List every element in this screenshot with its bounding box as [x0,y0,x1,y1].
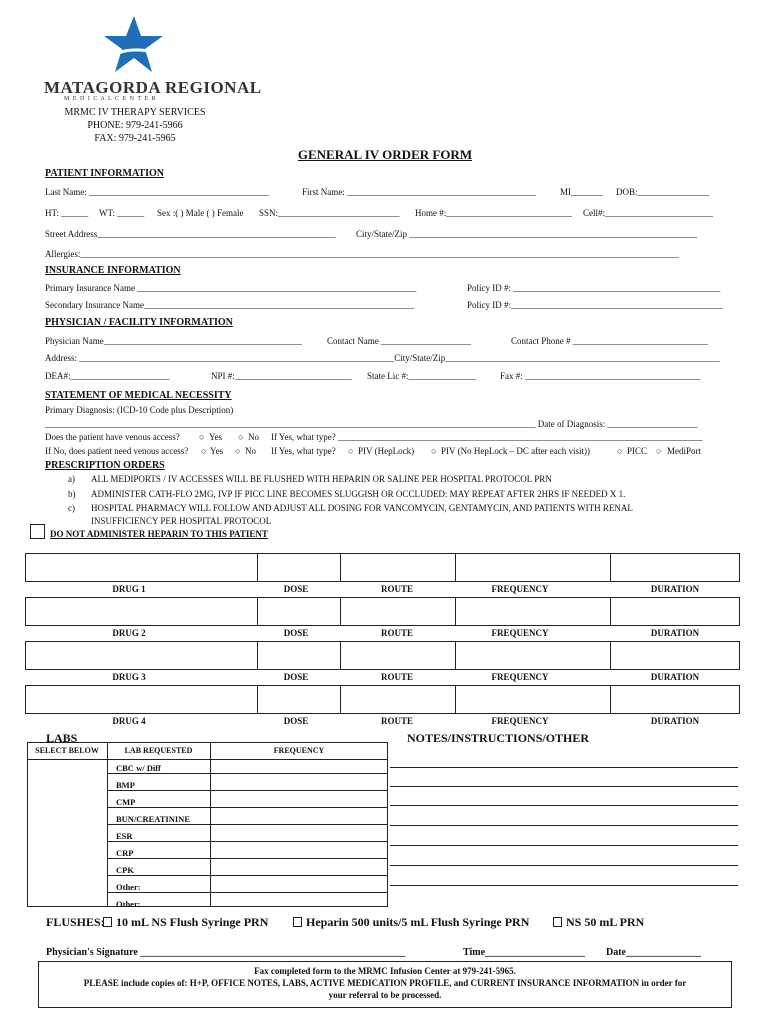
lab-requested-label: CRP [116,848,134,858]
notes-line[interactable] [390,786,738,787]
drug-column-label: DURATION [650,672,700,682]
flushes-label: FLUSHES: [46,915,105,929]
drug-cell-divider [610,553,611,582]
labs-column-header: LAB REQUESTED [124,746,193,755]
insurance-heading: INSURANCE INFORMATION [45,265,181,276]
footer-line-2: PLEASE include copies of: H+P, OFFICE NOTES, LABS, ACTIVE MEDICATION PROFILE, and CURRENT INSURANCE INFORMATION in order for [83,978,687,988]
signature-date-field[interactable]: Date_______________ [606,947,701,958]
lab-requested-label: CMP [116,797,136,807]
notes-line[interactable] [390,767,738,768]
notes-line[interactable] [390,845,738,846]
order-c-letter: c) [68,503,75,513]
labs-column-header: FREQUENCY [273,746,325,755]
drug-cell-divider [340,685,341,714]
order-a-text: ALL MEDIPORTS / IV ACCESSES WILL BE FLUSHED WITH HEPARIN OR SALINE PER HOSPITAL PROTOCOL PRN [91,474,552,484]
mediport-label: MediPort [667,446,702,456]
contact-name-field[interactable]: Contact Name ____________________ [327,336,471,346]
drug-cell-divider [610,685,611,714]
drug-column-label: DURATION [650,716,700,726]
drug-cell-divider [257,553,258,582]
patient-heading: PATIENT INFORMATION [45,168,164,179]
piv-heplock-label: PIV (HepLock) [358,446,415,456]
piv-no-heplock-radio[interactable]: ○ [431,446,437,456]
drug-cell-divider [257,685,258,714]
lab-requested-label: Other: [116,899,141,909]
lab-select-cell[interactable] [27,793,107,810]
city-state-zip-field[interactable]: City/State/Zip ________________________________________________________________ [356,229,698,239]
drug-column-label: ROUTE [380,672,413,682]
drug-column-label: DURATION [650,628,700,638]
lab-row-rule [107,824,388,825]
drug-column-label: DURATION [650,584,700,594]
ssn-field[interactable]: SSN:___________________________ [259,208,400,218]
drug-column-label: ROUTE [380,584,413,594]
physician-address-field[interactable]: Address: ______________________________________________________________________City/State/Zip_____________________________________________________________ [45,353,720,363]
flush-ns-label: 10 mL NS Flush Syringe PRN [116,915,269,929]
dob-field[interactable]: DOB:________________ [616,187,710,197]
need-type-label: If Yes, what type? [271,446,336,456]
primary-policy-field[interactable]: Policy ID #: ______________________________________________ [467,283,721,293]
weight-field[interactable]: WT: ______ [99,208,145,218]
lab-select-cell[interactable] [27,861,107,878]
no-heparin-label: DO NOT ADMINISTER HEPARIN TO THIS PATIENT [50,529,268,539]
mi-field[interactable]: MI_______ [560,187,603,197]
lab-row-rule [107,790,388,791]
flush-ns-checkbox[interactable] [103,917,112,927]
venous-no-label: No [248,432,259,442]
form-title: GENERAL IV ORDER FORM [297,147,473,162]
notes-heading: NOTES/INSTRUCTIONS/OTHER [407,731,590,745]
cell-phone-field[interactable]: Cell#:________________________ [583,208,713,218]
drug-cell-divider [340,641,341,670]
height-field[interactable]: HT: ______ [45,208,89,218]
last-name-field[interactable]: Last Name: ________________________________________ [45,187,269,197]
notes-line[interactable] [390,805,738,806]
picc-radio[interactable]: ○ [617,446,623,456]
labs-heading: LABS [46,731,78,745]
lab-select-cell[interactable] [27,810,107,827]
footer-box [38,961,732,1008]
footer-line-3: your referral to be processed. [328,990,442,1000]
piv-heplock-radio[interactable]: ○ [348,446,354,456]
drug-cell-divider [257,597,258,626]
drug-column-label: DOSE [283,584,309,594]
allergies-field[interactable]: Allergies:_____________________________________________________________________________________________________________________________________ [45,249,679,259]
venous-type-field[interactable]: If Yes, what type? _________________________________________________________________________________ [271,432,703,442]
lab-row-rule [107,875,388,876]
drug-cell-divider [340,597,341,626]
signature-time-field[interactable]: Time____________________ [463,947,586,958]
drug-column-label: DOSE [283,716,309,726]
drug-cell-divider [455,553,456,582]
drug-column-label: FREQUENCY [491,628,549,638]
drug-column-label: ROUTE [380,716,413,726]
org-name: MATAGORDA REGIONAL [44,78,262,97]
lab-requested-label: ESR [116,831,133,841]
lab-row-rule [107,892,388,893]
lab-requested-label: Other: [116,882,141,892]
venous-access-question: Does the patient have venous access? [45,432,180,442]
contact-phone-field[interactable]: Contact Phone # ______________________________ [511,336,708,346]
dea-field[interactable]: DEA#:______________________ [45,371,170,381]
drug-cell-divider [340,553,341,582]
first-name-field[interactable]: First Name: __________________________________________ [302,187,536,197]
flush-heparin-checkbox[interactable] [293,917,302,927]
lab-requested-label: CBC w/ Diff [116,763,161,773]
order-c-text: HOSPITAL PHARMACY WILL FOLLOW AND ADJUST ALL DOSING FOR VANCOMYCIN, GENTAMYCIN, AND PATIENTS WITH RENAL [91,503,633,513]
physician-signature-field[interactable]: Physician's Signature _____________________________________________________ [46,947,406,958]
state-license-field[interactable]: State Lic #:_______________ [367,371,476,381]
lab-requested-label: CPK [116,865,134,875]
drug-row-4[interactable] [25,685,740,714]
drug-cell-divider [610,641,611,670]
drug-row-1[interactable] [25,553,740,582]
drug-cell-divider [610,597,611,626]
lab-select-cell[interactable] [27,878,107,895]
drug-cell-divider [257,641,258,670]
mediport-radio[interactable]: ○ [656,446,662,456]
flush-ns50-checkbox[interactable] [553,917,562,927]
lab-select-cell[interactable] [27,895,107,912]
venous-yes-radio[interactable]: ○ [199,432,205,442]
no-heparin-checkbox[interactable] [30,524,45,539]
drug-row-3[interactable] [25,641,740,670]
service-phone: PHONE: 979-241-5966 [87,120,183,131]
picc-label: PICC [627,446,648,456]
sex-field[interactable]: Sex :( ) Male ( ) Female [157,208,244,218]
order-b-text: ADMINISTER CATH-FLO 2MG, IVP IF PICC LINE BECOMES SLUGGISH OR OCCLUDED: MAY REPEAT AFTER 2HRS IF NEEDED X 1. [91,489,626,499]
drug-column-label: DOSE [283,628,309,638]
order-b-letter: b) [68,489,76,499]
service-name: MRMC IV THERAPY SERVICES [64,107,206,118]
footer-line-1: Fax completed form to the MRMC Infusion Center at 979-241-5965. [254,966,516,976]
drug-column-label: FREQUENCY [491,672,549,682]
org-subtitle: M E D I C A L C E N T E R [64,96,157,102]
service-fax: FAX: 979-241-5965 [94,133,176,144]
drug-column-label: FREQUENCY [491,584,549,594]
need-no-radio[interactable]: ○ [235,446,241,456]
notes-line[interactable] [390,825,738,826]
date-of-diagnosis-field[interactable]: _____________________________________________________________________________________________________________ Date of Diagnosis: ____________________ [45,419,698,429]
lab-row-rule [107,807,388,808]
lab-select-cell[interactable] [27,827,107,844]
npi-field[interactable]: NPI #:__________________________ [211,371,352,381]
drug-label: DRUG 2 [112,628,146,638]
notes-line[interactable] [390,885,738,886]
drug-column-label: FREQUENCY [491,716,549,726]
star-logo-icon [100,14,166,78]
physician-heading: PHYSICIAN / FACILITY INFORMATION [45,317,233,328]
secondary-policy-field[interactable]: Policy ID #:_______________________________________________ [467,300,723,310]
flush-heparin-label: Heparin 500 units/5 mL Flush Syringe PRN [306,915,530,929]
physician-name-field[interactable]: Physician Name____________________________________________ [45,336,302,346]
order-a-letter: a) [68,474,75,484]
lab-select-cell[interactable] [27,844,107,861]
order-c-text-cont: INSUFFICIENCY PER HOSPITAL PROTOCOL [91,516,272,526]
necessity-heading: STATEMENT OF MEDICAL NECESSITY [45,390,232,401]
drug-row-2[interactable] [25,597,740,626]
lab-row-rule [107,841,388,842]
physician-fax-field[interactable]: Fax #: _______________________________________ [500,371,701,381]
lab-select-cell[interactable] [27,776,107,793]
piv-no-heplock-label: PIV (No HepLock – DC after each visit)) [441,446,591,456]
need-yes-radio[interactable]: ○ [201,446,207,456]
venous-no-radio[interactable]: ○ [238,432,244,442]
drug-cell-divider [455,641,456,670]
drug-column-label: DOSE [283,672,309,682]
street-address-field[interactable]: Street Address_____________________________________________________ [45,229,336,239]
labs-column-header: SELECT BELOW [35,746,99,755]
primary-insurance-field[interactable]: Primary Insurance Name ______________________________________________________________ [45,283,417,293]
drug-cell-divider [455,685,456,714]
lab-requested-label: BMP [116,780,135,790]
drug-label: DRUG 1 [112,584,146,594]
flush-ns50-label: NS 50 mL PRN [566,915,645,929]
drug-label: DRUG 4 [112,716,146,726]
lab-select-cell[interactable] [27,759,107,776]
notes-line[interactable] [390,865,738,866]
drug-label: DRUG 3 [112,672,146,682]
home-phone-field[interactable]: Home #:____________________________ [415,208,573,218]
secondary-insurance-field[interactable]: Secondary Insurance Name____________________________________________________________ [45,300,414,310]
prescription-heading: PRESCRIPTION ORDERS [45,460,165,471]
need-access-question: If No, does patient need venous access? [45,446,189,456]
drug-cell-divider [455,597,456,626]
need-no-label: No [245,446,256,456]
need-yes-label: Yes [210,446,224,456]
venous-yes-label: Yes [209,432,223,442]
lab-row-rule [107,773,388,774]
lab-row-rule [107,858,388,859]
drug-column-label: ROUTE [380,628,413,638]
lab-requested-label: BUN/CREATININE [116,814,190,824]
primary-diagnosis-label: Primary Diagnosis: (ICD-10 Code plus Description) [45,405,234,415]
